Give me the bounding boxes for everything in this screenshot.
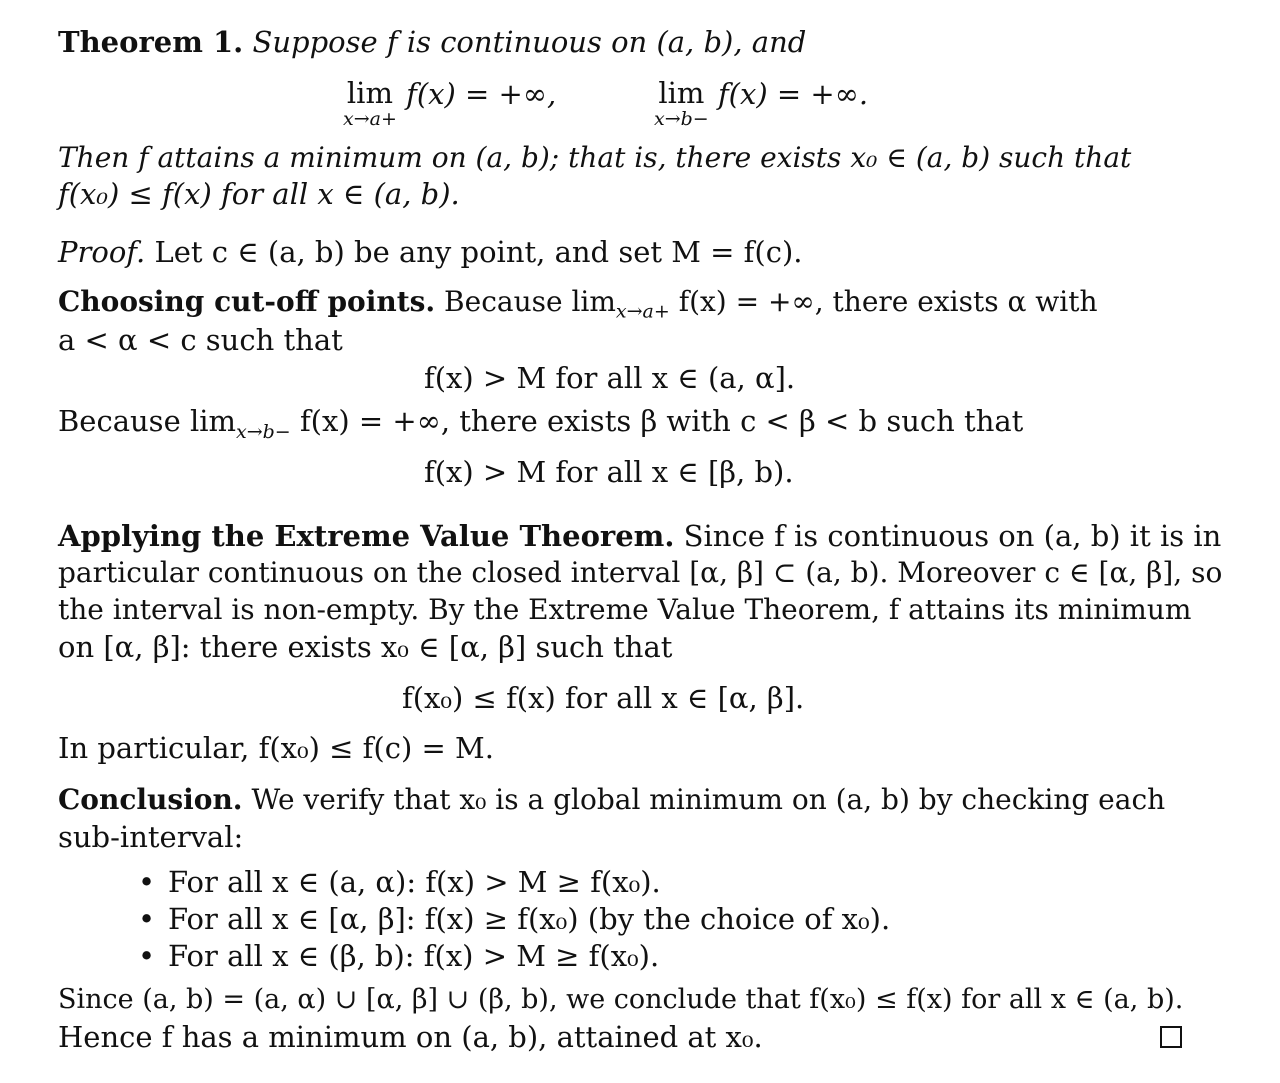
evt-line-3: the interval is non-empty. By the Extreme Value Theorem, f attains its minimum (58, 593, 1192, 626)
list-item: • For all x ∈ [α, β]: f(x) ≥ f(x₀) (by the choice of x₀). (138, 901, 890, 938)
cutoff-line-3-subscript: x→b− (236, 420, 291, 443)
final-line-2: Hence f has a minimum on (a, b), attained at x₀. (58, 1020, 763, 1054)
limit-left-operator (343, 76, 397, 128)
cutoff-line-3 (58, 403, 1023, 450)
cutoff-line-1-b: f(x) = +∞, there exists α with (678, 285, 1098, 318)
conclusion-line-2: sub-interval: (58, 820, 244, 854)
list-item: • For all x ∈ (a, α): f(x) > M ≥ f(x₀). (138, 864, 890, 901)
cutoff-line-3-a: Because lim (58, 404, 236, 438)
limit-left-subscript: x→a+ (343, 108, 397, 130)
final-line-1: Since (a, b) = (a, α) ∪ [α, β] ∪ (β, b), we conclude that f(x₀) ≤ f(x) for all x ∈ (a, b). (58, 984, 1184, 1015)
limit-right-operator (654, 76, 709, 128)
theorem-conclusion-line-1: Then f attains a minimum on (a, b); that is, there exists x₀ ∈ (a, b) such that (58, 141, 1132, 174)
cutoff-line-2: a < α < c such that (58, 323, 343, 357)
cutoff-line-1-a: Because lim (444, 285, 616, 318)
subinterval-list (138, 864, 890, 975)
theorem-intro: Suppose f is continuous on (a, b), and (252, 25, 807, 59)
theorem-conclusion-line-2: f(x₀) ≤ f(x) for all x ∈ (a, b). (58, 177, 460, 211)
cutoff-line-3-b: f(x) = +∞, there exists β with c < β < b such that (299, 404, 1024, 438)
cutoff-line-1-subscript: x→a+ (615, 300, 670, 323)
theorem-line (58, 24, 806, 60)
evt-after: In particular, f(x₀) ≤ f(c) = M. (58, 731, 494, 765)
lim-word: lim (658, 76, 705, 110)
evt-line-1 (58, 518, 1221, 554)
evt-line-4: on [α, β]: there exists x₀ ∈ [α, β] such that (58, 630, 673, 664)
cutoff-display-1: f(x) > M for all x ∈ (a, α]. (424, 361, 796, 395)
proof-text: Let c ∈ (a, b) be any point, and set M = f(c). (154, 235, 803, 269)
qed-square-icon (1160, 1026, 1182, 1048)
lim-word: lim (346, 76, 393, 110)
proof-label: Proof. (58, 235, 146, 269)
limit-right (654, 76, 868, 128)
conclusion-label: Conclusion. (58, 783, 243, 816)
limit-right-subscript: x→b− (654, 108, 709, 130)
theorem-label: Theorem 1. (58, 25, 244, 59)
conclusion-line-1-text: We verify that x₀ is a global minimum on (a, b) by checking each (251, 783, 1166, 816)
conclusion-line-1 (58, 782, 1165, 818)
limit-left-expression: f(x) = +∞, (406, 77, 557, 111)
list-item: • For all x ∈ (β, b): f(x) > M ≥ f(x₀). (138, 938, 890, 975)
cutoff-label: Choosing cut-off points. (58, 285, 436, 318)
cutoff-display-2: f(x) > M for all x ∈ [β, b). (424, 455, 794, 489)
evt-line-1-text: Since f is continuous on (a, b) it is in (683, 519, 1222, 553)
proof-opening (58, 234, 803, 270)
evt-display: f(x₀) ≤ f(x) for all x ∈ [α, β]. (402, 681, 805, 715)
evt-label: Applying the Extreme Value Theorem. (58, 519, 675, 553)
limit-left (343, 76, 556, 128)
limit-right-expression: f(x) = +∞. (717, 77, 869, 111)
evt-line-2: particular continuous on the closed interval [α, β] ⊂ (a, b). Moreover c ∈ [α, β], so (58, 556, 1223, 589)
